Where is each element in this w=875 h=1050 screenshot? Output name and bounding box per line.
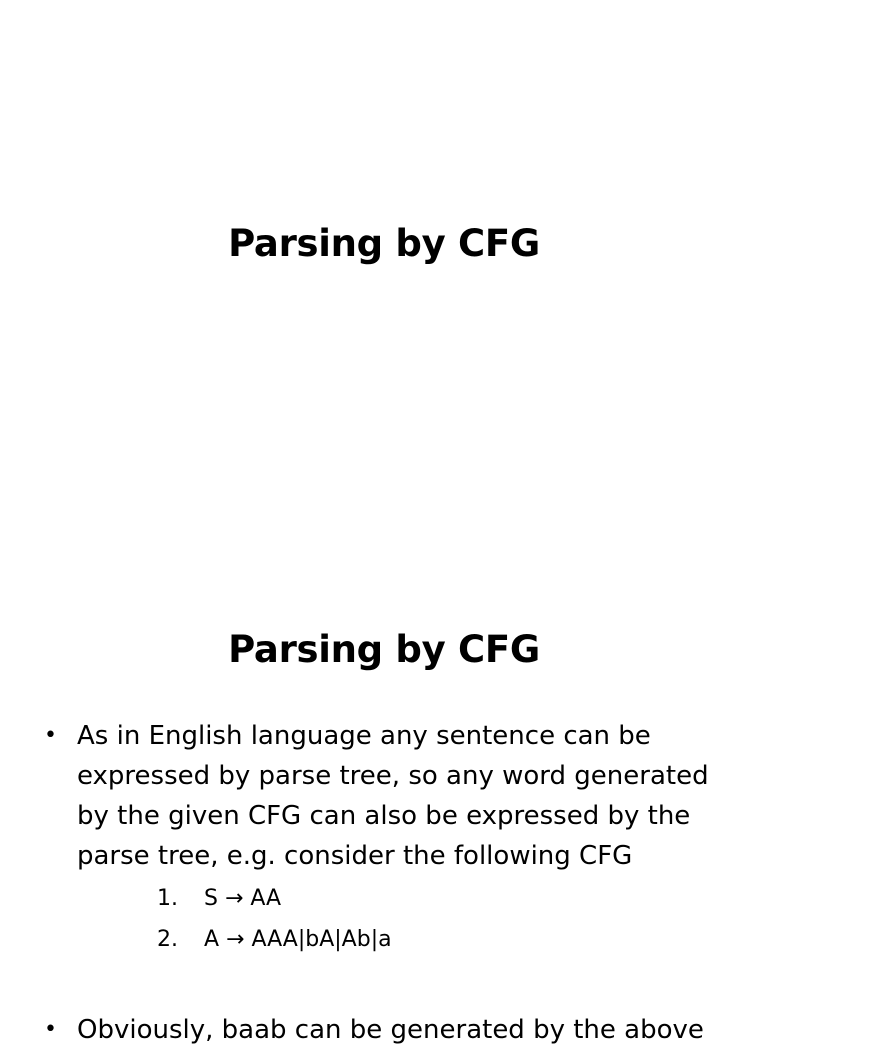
cfg-rule-list — [77, 878, 738, 960]
rule-text: A → AAA|bA|Ab|a — [204, 927, 392, 952]
rule-number: 2. — [157, 927, 178, 952]
bullet-marker-icon: • — [44, 723, 57, 748]
bullet-marker-icon: • — [44, 1017, 57, 1042]
slide-1-title: Parsing by CFG — [228, 222, 540, 265]
slide-2-title: Parsing by CFG — [228, 628, 540, 671]
rule-number: 1. — [157, 886, 178, 911]
slide-2-bullet-list — [0, 716, 768, 1045]
bullet-item — [0, 716, 768, 960]
bullet-text: Obviously, baab can be generated by the above — [77, 1015, 704, 1045]
rule-text: S → AA — [204, 886, 282, 911]
bullet-item — [0, 1010, 875, 1050]
bullet-text: As in English language any sentence can be expressed by parse tree, so any word generated by the given CFG can also be expressed by the parse tree, e.g. consider the following CFG — [77, 721, 709, 871]
cfg-rule-item — [77, 878, 738, 919]
cfg-rule-item — [77, 919, 738, 960]
